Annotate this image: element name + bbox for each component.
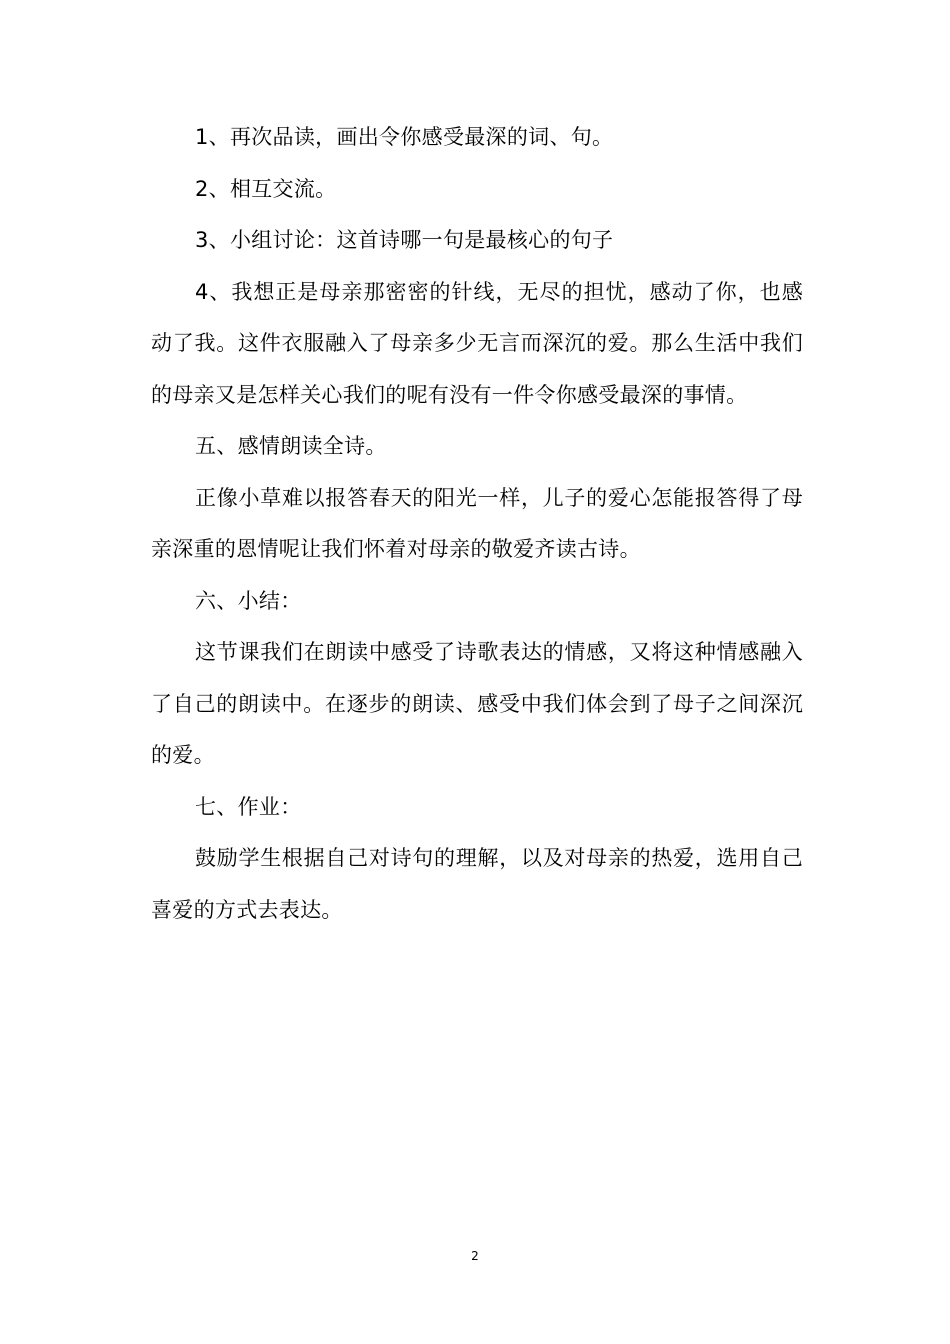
paragraph-step-3: 3、小组讨论：这首诗哪一句是最核心的句子 xyxy=(195,228,614,252)
page-body xyxy=(151,112,803,936)
paragraph-step-2: 2、相互交流。 xyxy=(195,176,337,201)
section-heading-7: 七、作业： xyxy=(195,794,302,819)
paragraph-summary: 这节课我们在朗读中感受了诗歌表达的情感，又将这种情感融入了自己的朗读中。在逐步的朗读、感受中我们体会到了母子之间深沉的爱。 xyxy=(151,640,803,767)
section-heading-5: 五、感情朗读全诗。 xyxy=(195,434,387,458)
page-number: 2 xyxy=(471,1249,479,1263)
paragraph-step-1: 1、再次品读，画出令你感受最深的词、句。 xyxy=(195,125,614,149)
paragraph-step-4: 4、我想正是母亲那密密的针线，无尽的担忧，感动了你，也感动了我。这件衣服融入了母亲多少无言而深沉的爱。那么生活中我们的母亲又是怎样关心我们的呢有没有一件令你感受最深的事情。 xyxy=(151,279,803,407)
section-heading-6: 六、小结： xyxy=(195,588,302,613)
paragraph-homework: 鼓励学生根据自己对诗句的理解，以及对母亲的热爱，选用自己喜爱的方式去表达。 xyxy=(151,846,803,922)
paragraph-reading: 正像小草难以报答春天的阳光一样，儿子的爱心怎能报答得了母亲深重的恩情呢让我们怀着对母亲的敬爱齐读古诗。 xyxy=(151,485,803,561)
